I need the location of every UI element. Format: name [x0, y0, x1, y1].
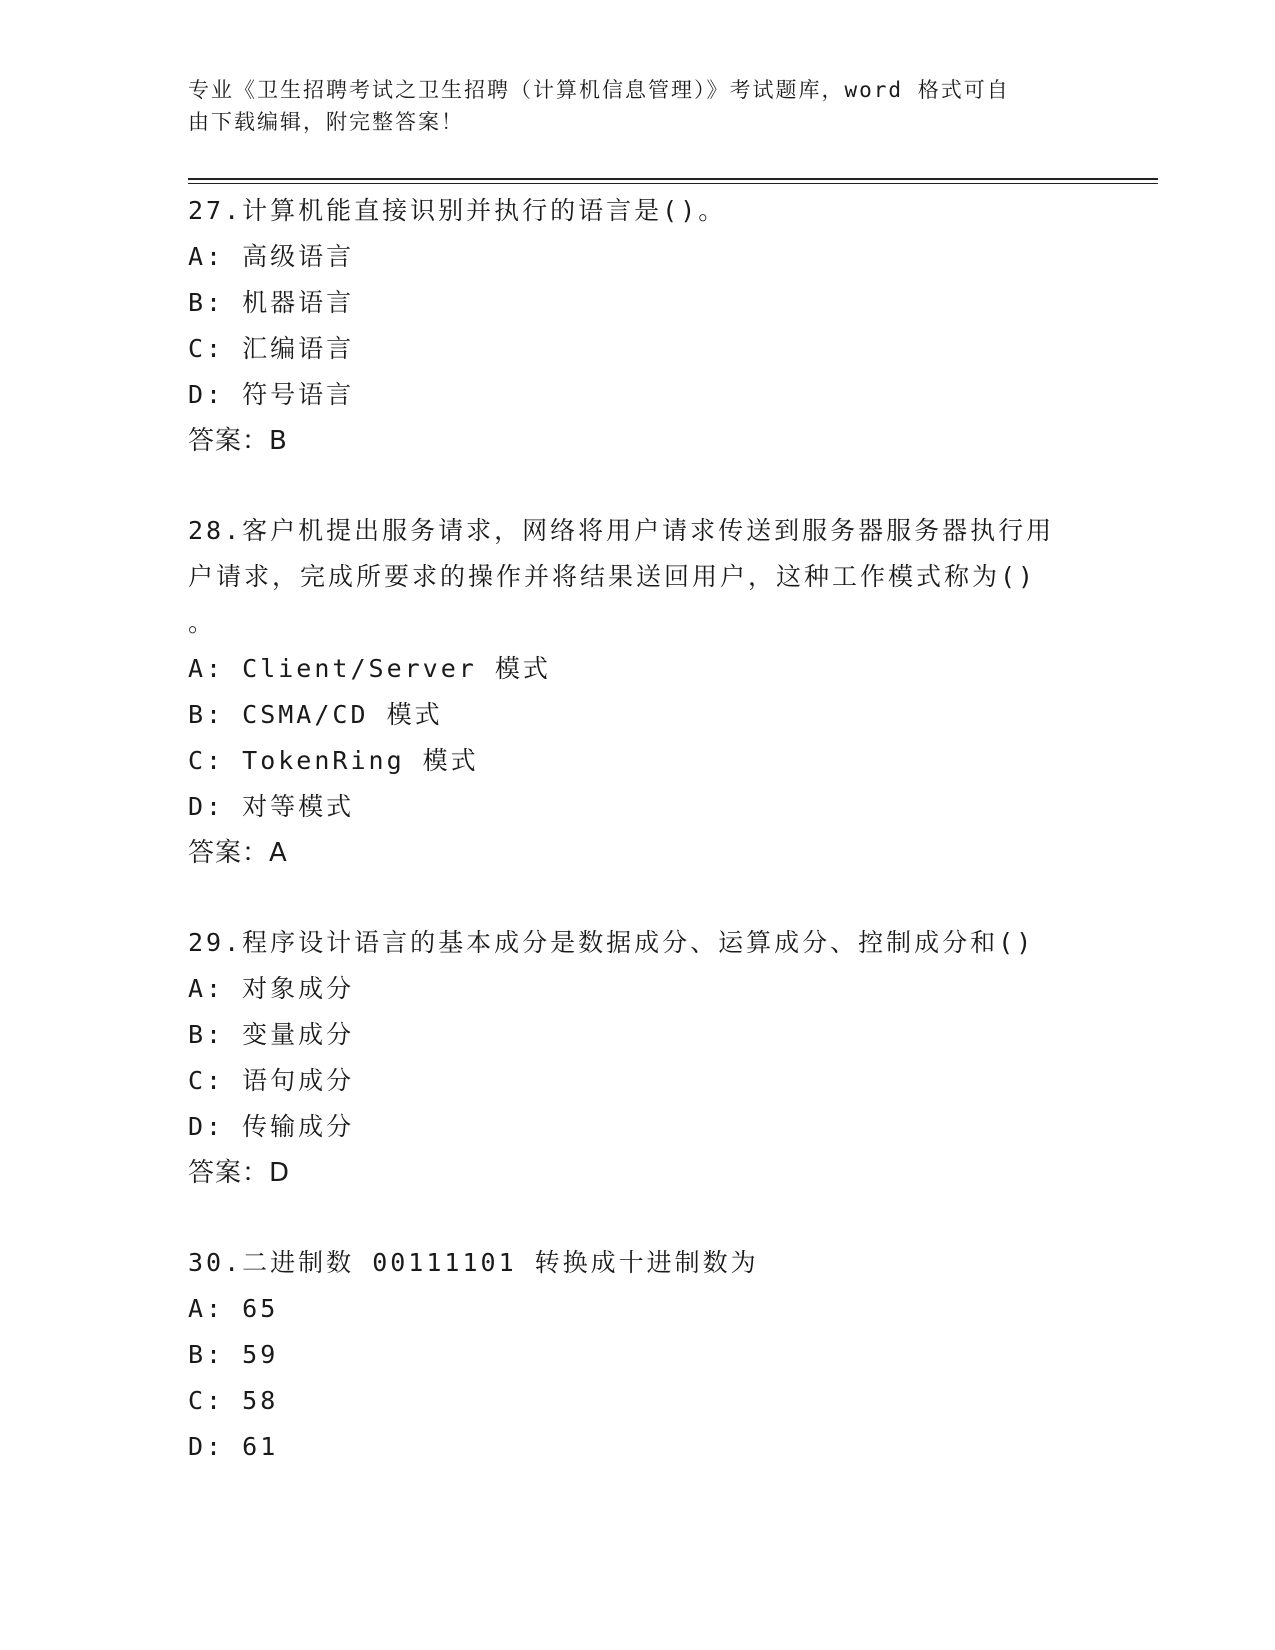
option-b: B: 变量成分: [188, 1020, 355, 1049]
question-28: [188, 508, 1088, 876]
question-30: [188, 1240, 1088, 1470]
option-d: D: 61: [188, 1432, 279, 1461]
option-b: B: 机器语言: [188, 288, 355, 317]
question-list: [188, 188, 1088, 1470]
option-c: C: 语句成分: [188, 1066, 355, 1095]
header-line-1: 专业《卫生招聘考试之卫生招聘（计算机信息管理）》考试题库，word 格式可自: [188, 78, 1010, 102]
document-header: [188, 74, 1088, 138]
question-title-line-2: 户请求，完成所要求的操作并将结果送回用户，这种工作模式称为(): [188, 562, 1037, 591]
header-line-2: 由下载编辑，附完整答案！: [188, 110, 464, 134]
option-a: A: Client/Server 模式: [188, 654, 551, 683]
question-title: 27.计算机能直接识别并执行的语言是()。: [188, 196, 727, 225]
option-c: C: 汇编语言: [188, 334, 355, 363]
question-title-line-1: 28.客户机提出服务请求，网络将用户请求传送到服务器服务器执行用: [188, 516, 1055, 545]
option-c: C: 58: [188, 1386, 279, 1415]
header-divider-thick: [188, 178, 1158, 180]
option-d: D: 对等模式: [188, 792, 355, 821]
option-b: B: CSMA/CD 模式: [188, 700, 443, 729]
answer: 答案：D: [188, 1158, 291, 1188]
option-b: B: 59: [188, 1340, 279, 1369]
answer: 答案：B: [188, 426, 288, 456]
option-c: C: TokenRing 模式: [188, 746, 479, 775]
option-a: A: 高级语言: [188, 242, 355, 271]
header-divider-thin: [188, 183, 1158, 184]
question-29: [188, 920, 1088, 1196]
question-title: 29.程序设计语言的基本成分是数据成分、运算成分、控制成分和(): [188, 928, 1035, 957]
option-a: A: 65: [188, 1294, 279, 1323]
question-title-line-3: 。: [188, 608, 217, 637]
question-27: [188, 188, 1088, 464]
option-d: D: 传输成分: [188, 1112, 355, 1141]
question-title: 30.二进制数 00111101 转换成十进制数为: [188, 1248, 759, 1277]
option-d: D: 符号语言: [188, 380, 355, 409]
answer: 答案：A: [188, 838, 288, 868]
option-a: A: 对象成分: [188, 974, 355, 1003]
